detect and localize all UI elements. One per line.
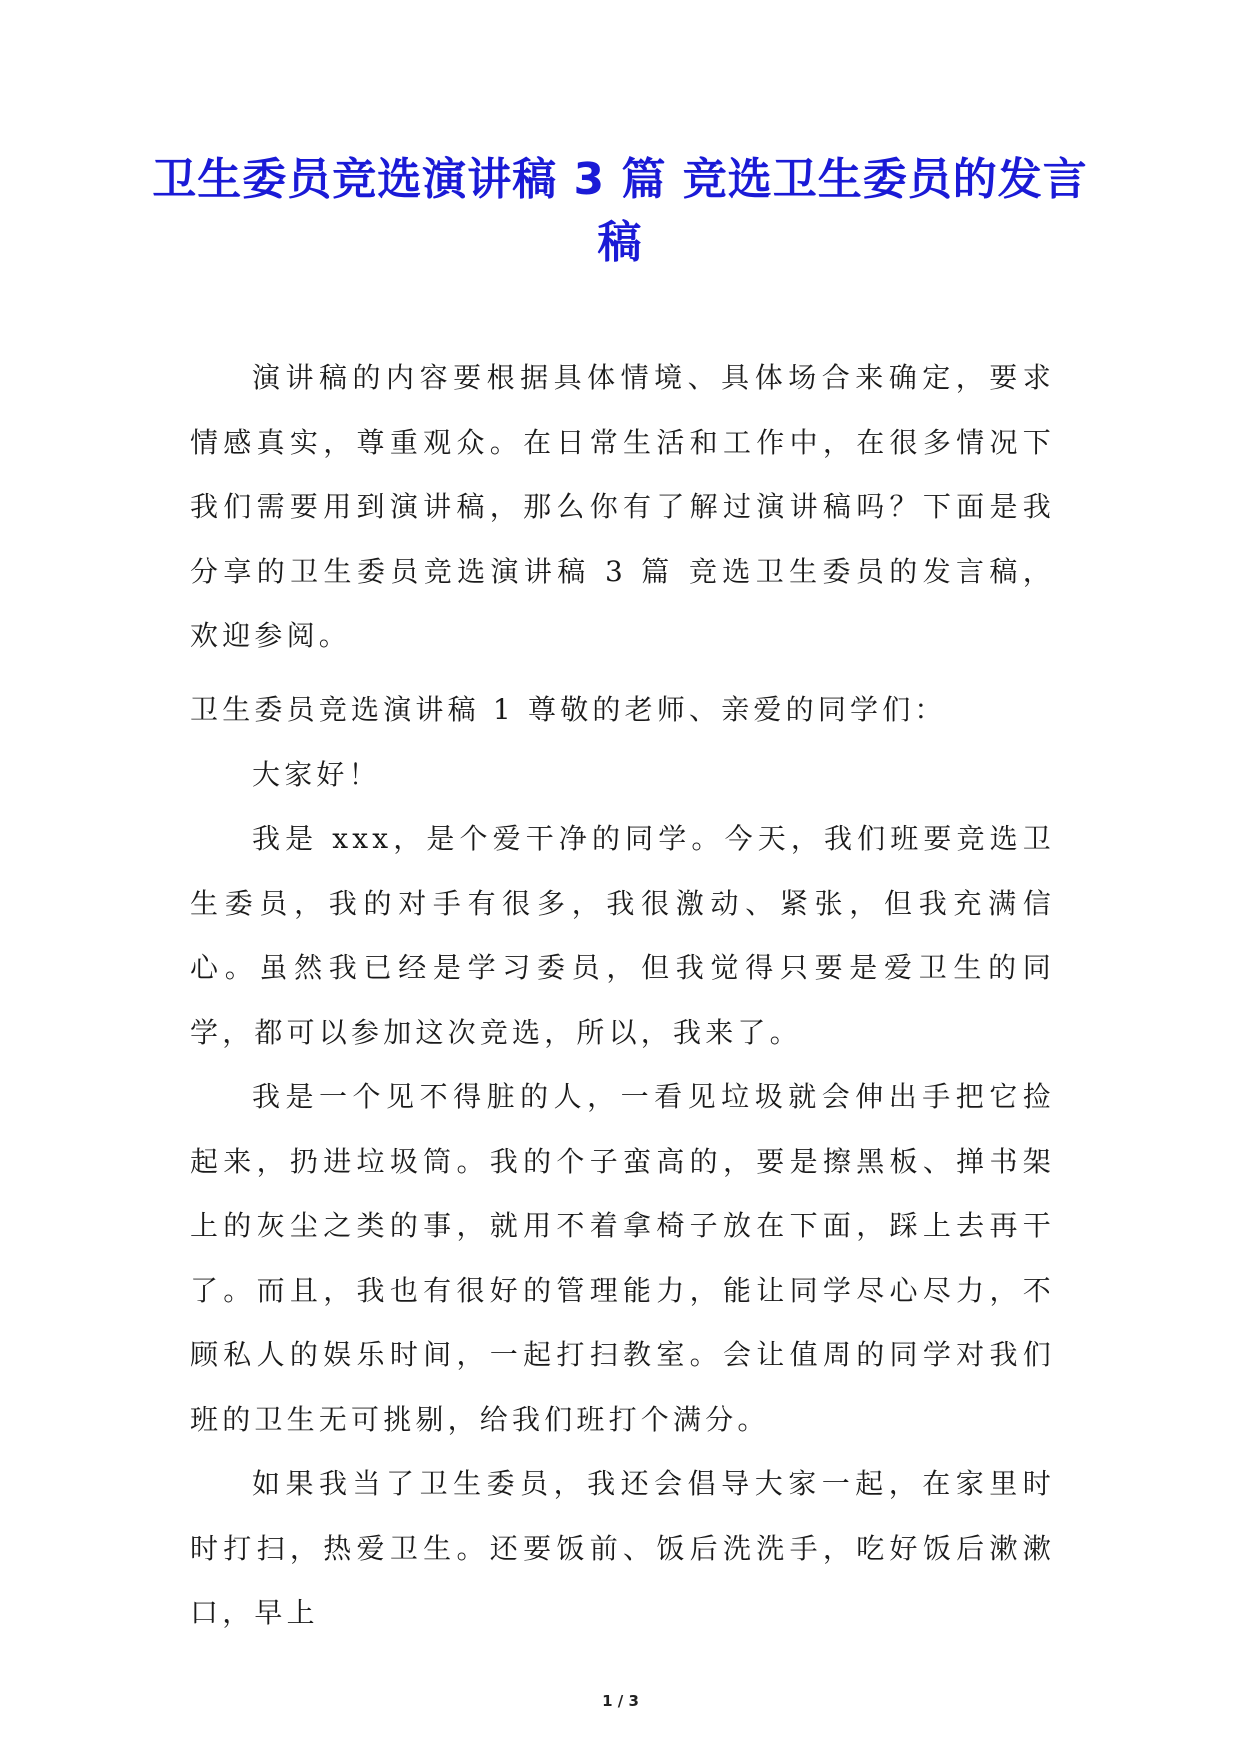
section-heading: 卫生委员竞选演讲稿 1 尊敬的老师、亲爱的同学们： <box>190 693 947 726</box>
page-number: 1 / 3 <box>602 1692 639 1710</box>
document-title: 卫生委员竞选演讲稿 3 篇 竞选卫生委员的发言稿 <box>152 154 1088 268</box>
intro-paragraph: 演讲稿的内容要根据具体情境、具体场合来确定，要求情感真实，尊重观众。在日常生活和工作中，在很多情况下我们需要用到演讲稿，那么你有了解过演讲稿吗？下面是我分享的卫生委员竞选演讲稿 3 篇 竞选卫生委员的发言稿，欢迎参阅。 <box>190 361 1055 652</box>
body-paragraph: 如果我当了卫生委员，我还会倡导大家一起，在家里时时打扫，热爱卫生。还要饭前、饭后洗洗手，吃好饭后漱漱口，早上 <box>190 1467 1055 1629</box>
body-paragraph: 我是一个见不得脏的人，一看见垃圾就会伸出手把它捡起来，扔进垃圾筒。我的个子蛮高的，要是擦黑板、掸书架上的灰尘之类的事，就用不着拿椅子放在下面，踩上去再干了。而且，我也有很好的管理能力，能让同学尽心尽力，不顾私人的娱乐时间，一起打扫教室。会让值周的同学对我们班的卫生无可挑剔，给我们班打个满分。 <box>190 1080 1055 1436</box>
body-paragraph: 大家好！ <box>252 757 381 791</box>
speech-section <box>190 678 1055 1646</box>
body-paragraph: 我是 xxx，是个爱干净的同学。今天，我们班要竞选卫生委员，我的对手有很多，我很激动、紧张，但我充满信心。虽然我已经是学习委员，但我觉得只要是爱卫生的同学，都可以参加这次竞选，所以，我来了。 <box>190 822 1055 1049</box>
